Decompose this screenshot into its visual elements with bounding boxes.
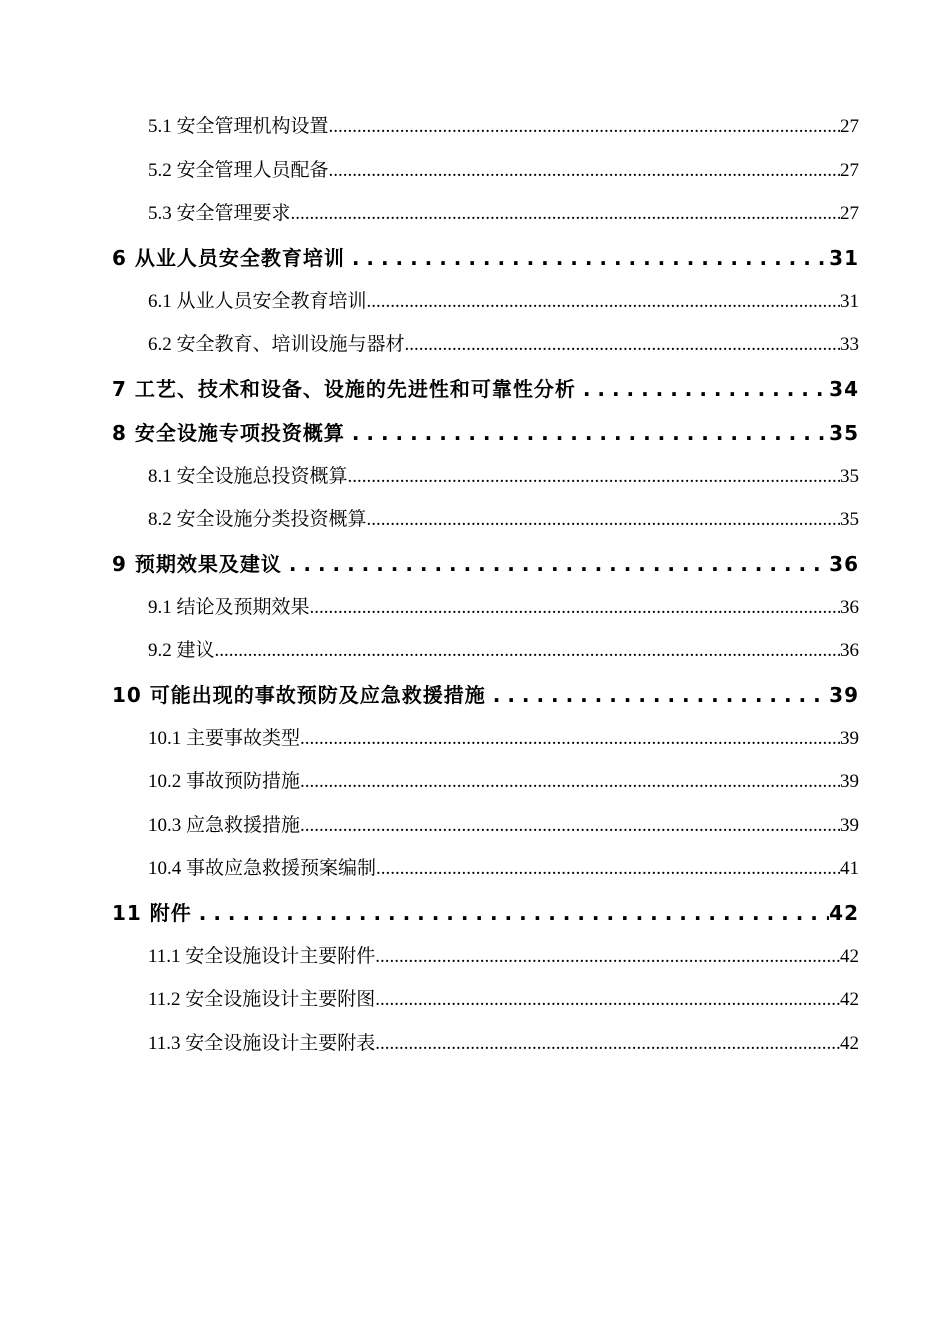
toc-entry-title: 5.1 安全管理机构设置 [148,116,329,137]
toc-section-entry[interactable] [0,105,950,149]
toc-entry-title: 10.1 主要事故类型 [148,727,301,749]
toc-entry-page-number: 36 [840,640,859,661]
dot-leader [329,105,840,149]
toc-entry-page-number: 42 [840,945,859,967]
dot-leader [300,717,840,761]
toc-chapter-entry[interactable] [0,673,950,717]
toc-entry-page-number: 39 [829,682,859,707]
toc-entry-page-number: 42 [840,1032,859,1054]
dot-leader [192,891,829,935]
toc-entry-title: 11.2 安全设施设计主要附图 [148,989,376,1010]
toc-entry-page-number: 34 [829,376,859,401]
toc-entry-page-number: 31 [829,245,859,270]
toc-chapter-entry[interactable] [0,236,950,280]
dot-leader [329,149,840,193]
toc-section-entry[interactable] [0,760,950,804]
toc-entry-page-number: 27 [840,159,859,181]
dot-leader [375,1022,840,1066]
dot-leader [282,542,829,586]
toc-entry-title: 5.3 安全管理要求 [148,203,291,224]
toc-chapter-entry[interactable] [0,411,950,455]
toc-section-entry[interactable] [0,323,950,367]
toc-entry-page-number: 31 [840,290,859,312]
dot-leader [405,323,840,367]
toc-entry-page-number: 27 [840,203,859,224]
toc-section-entry[interactable] [0,455,950,499]
toc-entry-title: 11 附件 [112,900,192,925]
toc-entry-page-number: 35 [840,509,859,530]
dot-leader [576,367,829,411]
dot-leader [345,236,829,280]
toc-entry-title: 9 预期效果及建议 [112,551,282,576]
toc-chapter-entry[interactable] [0,542,950,586]
toc-entry-title: 8.2 安全设施分类投资概算 [148,509,367,530]
toc-entry-page-number: 36 [840,596,859,618]
toc-entry-title: 6.1 从业人员安全教育培训 [148,290,367,312]
dot-leader [300,760,840,804]
toc-entry-title: 7 工艺、技术和设备、设施的先进性和可靠性分析 [112,376,576,401]
toc-entry-title: 6 从业人员安全教育培训 [112,245,345,270]
toc-section-entry[interactable] [0,717,950,761]
toc-entry-page-number: 27 [840,116,859,137]
dot-leader [300,804,840,848]
toc-entry-title: 8 安全设施专项投资概算 [112,420,345,445]
toc-entry-title: 10.3 应急救援措施 [148,814,301,836]
table-of-contents [0,105,950,1065]
dot-leader [367,280,840,324]
toc-section-entry[interactable] [0,280,950,324]
dot-leader [367,498,840,542]
toc-entry-title: 9.2 建议 [148,640,215,661]
dot-leader [376,847,840,891]
dot-leader [345,411,829,455]
dot-leader [486,673,829,717]
toc-entry-title: 5.2 安全管理人员配备 [148,159,329,181]
toc-entry-title: 8.1 安全设施总投资概算 [148,465,348,487]
toc-entry-page-number: 39 [840,814,859,836]
toc-entry-title: 10 可能出现的事故预防及应急救援措施 [112,682,486,707]
toc-entry-title: 11.1 安全设施设计主要附件 [148,945,376,967]
toc-entry-page-number: 42 [829,900,859,925]
toc-section-entry[interactable] [0,847,950,891]
dot-leader [291,192,840,236]
toc-section-entry[interactable] [0,586,950,630]
toc-section-entry[interactable] [0,804,950,848]
toc-entry-page-number: 35 [829,420,859,445]
dot-leader [348,455,840,499]
toc-entry-page-number: 39 [840,771,859,792]
dot-leader [215,629,840,673]
toc-entry-title: 10.2 事故预防措施 [148,771,301,792]
toc-entry-page-number: 33 [840,334,859,355]
toc-entry-page-number: 36 [829,551,859,576]
toc-chapter-entry[interactable] [0,891,950,935]
toc-section-entry[interactable] [0,1022,950,1066]
toc-entry-page-number: 39 [840,727,859,749]
toc-section-entry[interactable] [0,978,950,1022]
toc-entry-page-number: 41 [840,858,859,879]
toc-section-entry[interactable] [0,629,950,673]
toc-entry-page-number: 35 [840,465,859,487]
toc-entry-title: 11.3 安全设施设计主要附表 [148,1032,376,1054]
dot-leader [310,586,840,630]
toc-section-entry[interactable] [0,192,950,236]
toc-entry-title: 10.4 事故应急救援预案编制 [148,858,377,879]
toc-entry-title: 6.2 安全教育、培训设施与器材 [148,334,405,355]
dot-leader [375,978,840,1022]
toc-section-entry[interactable] [0,149,950,193]
toc-section-entry[interactable] [0,498,950,542]
toc-entry-page-number: 42 [840,989,859,1010]
dot-leader [375,935,840,979]
toc-section-entry[interactable] [0,935,950,979]
toc-chapter-entry[interactable] [0,367,950,411]
toc-entry-title: 9.1 结论及预期效果 [148,596,310,618]
